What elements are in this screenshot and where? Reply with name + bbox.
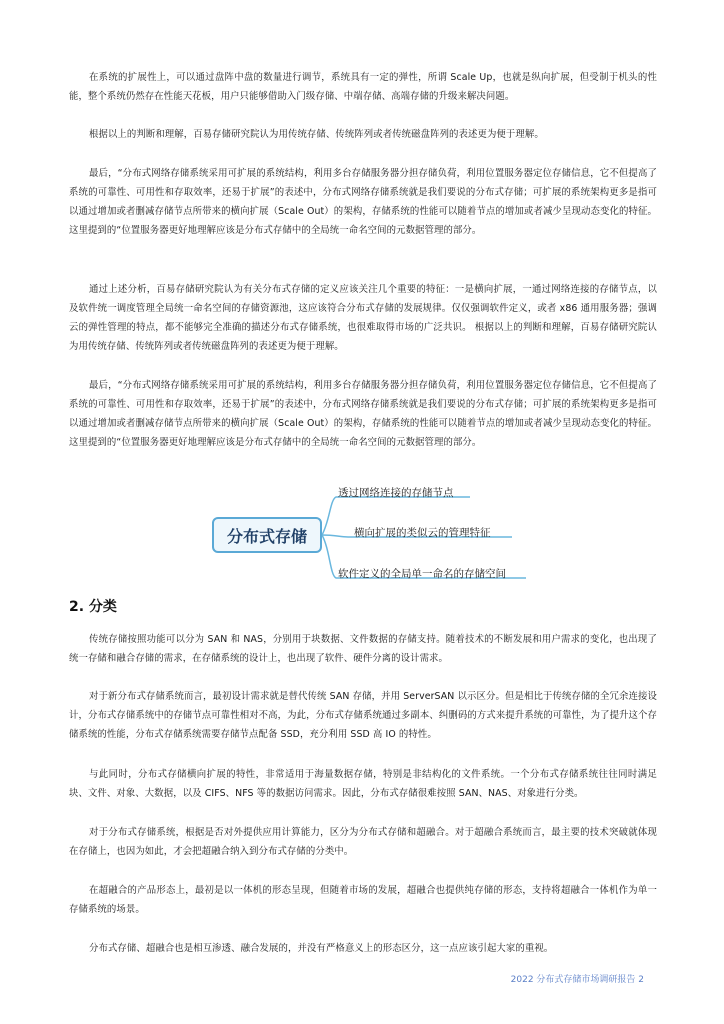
paragraph-distributed-definition-1: 最后，“分布式网络存储系统采用可扩展的系统结构，利用多台存储服务器分担存储负荷，利用位置服务器定位存储信息，它不但提高了系统的可靠性、可用性和存取效率，还易于扩展”的表述中，分布式网络存储系统就是我们要说的分布式存储；可扩展的系统架构更多是指可以通过增加或者删减存储节点所带来的横向扩展（Scale Out）的架构，存储系统的性能可以随着节点的增加或者减少呈现动态变化的特征。这里提到的“位置服务器更好地理解应该是分布式存储中的全局统一命名空间的元数据管理的部分。 — [69, 168, 657, 236]
paragraph-distributed-definition-2: 最后，“分布式网络存储系统采用可扩展的系统结构，利用多台存储服务器分担存储负荷，利用位置服务器定位存储信息，它不但提高了系统的可靠性、可用性和存取效率，还易于扩展”的表述中，分布式网络存储系统就是我们要说的分布式存储；可扩展的系统架构更多是指可以通过增加或者删减存储节点所带来的横向扩展（Scale Out）的架构，存储系统的性能可以随着节点的增加或者减少呈现动态变化的特征。这里提到的“位置服务器更好地理解应该是分布式存储中的全局统一命名空间的元数据管理的部分。 — [69, 380, 657, 448]
paragraph-analysis: 通过上述分析，百易存储研究院认为有关分布式存储的定义应该关注几个重要的特征：一是横向扩展，一通过网络连接的存储节点，以及软件统一调度管理全局统一命名空间的存储资源池，这应该符合分布式存储的发展规律。仅仅强调软件定义，或者 x86 通用服务器；强调云的弹性管理的特点，都不能够完全准确的描述分布式存储系统，也很难取得市场的广泛共识。 根据以上的判断和理解，百易存储研究院认为用传统存储、传统阵列或者传统磁盘阵列的表述更为便于理解。 — [69, 284, 657, 352]
section-heading-classification: 2. 分类 — [69, 599, 117, 615]
mindmap-branch-namespace: 软件定义的全局单一命名的存储空间 — [338, 568, 506, 580]
paragraph-convergence: 分布式存储、超融合也是相互渗透、融合发展的，并没有严格意义上的形态区分，这一点应该引起大家的重视。 — [89, 943, 554, 954]
paragraph-conclusion-1: 根据以上的判断和理解，百易存储研究院认为用传统存储、传统阵列或者传统磁盘阵列的表述更为便于理解。 — [89, 129, 544, 140]
mindmap-branch-scale-out: 横向扩展的类似云的管理特征 — [354, 527, 491, 539]
paragraph-hci-form: 在超融合的产品形态上，最初是以一体机的形态呈现，但随着市场的发展，超融合也提供纯存储的形态，支持将超融合一体机作为单一存储系统的场景。 — [69, 885, 657, 915]
paragraph-hyperconverged: 对于分布式存储系统，根据是否对外提供应用计算能力，区分为分布式存储和超融合。对于超融合系统而言，最主要的技术突破就体现在存储上，也因为如此，才会把超融合纳入到分布式存储的分类中。 — [69, 827, 657, 857]
mindmap-center-node: 分布式存储 — [212, 517, 322, 553]
paragraph-traditional-storage: 传统存储按照功能可以分为 SAN 和 NAS，分别用于块数据、文件数据的存储支持。随着技术的不断发展和用户需求的变化，也出现了统一存储和融合存储的需求，在存储系统的设计上，也出现了软件、硬件分离的设计需求。 — [69, 634, 657, 664]
paragraph-scale-out-feature: 与此同时，分布式存储横向扩展的特性，非常适用于海量数据存储，特别是非结构化的文件系统。一个分布式存储系统往往同时满足块、文件、对象、大数据，以及 CIFS、NFS 等的数据访问需求。因此，分布式存储很难按照 SAN、NAS、对象进行分类。 — [69, 769, 657, 799]
page-footer: 2022 分布式存储市场调研报告 2 — [510, 975, 644, 985]
paragraph-serversan: 对于新分布式存储系统而言，最初设计需求就是替代传统 SAN 存储，并用 ServerSAN 以示区分。但是相比于传统存储的全冗余连接设计，分布式存储系统中的存储节点可靠性相对不高，为此，分布式存储系统通过多副本、纠删码的方式来提升系统的可靠性，为了提升这个存储系统的性能，分布式存储系统需要存储节点配备 SSD，充分利用 SSD 高 IO 的特性。 — [69, 691, 657, 740]
paragraph-scale-up: 在系统的扩展性上，可以通过盘阵中盘的数量进行调节，系统具有一定的弹性，所谓 Scale Up，也就是纵向扩展，但受制于机头的性能，整个系统仍然存在性能天花板，用户只能够借助入门级存储、中端存储、高端存储的升级来解决问题。 — [69, 72, 657, 102]
mindmap-branch-nodes: 透过网络连接的存储节点 — [338, 487, 454, 499]
